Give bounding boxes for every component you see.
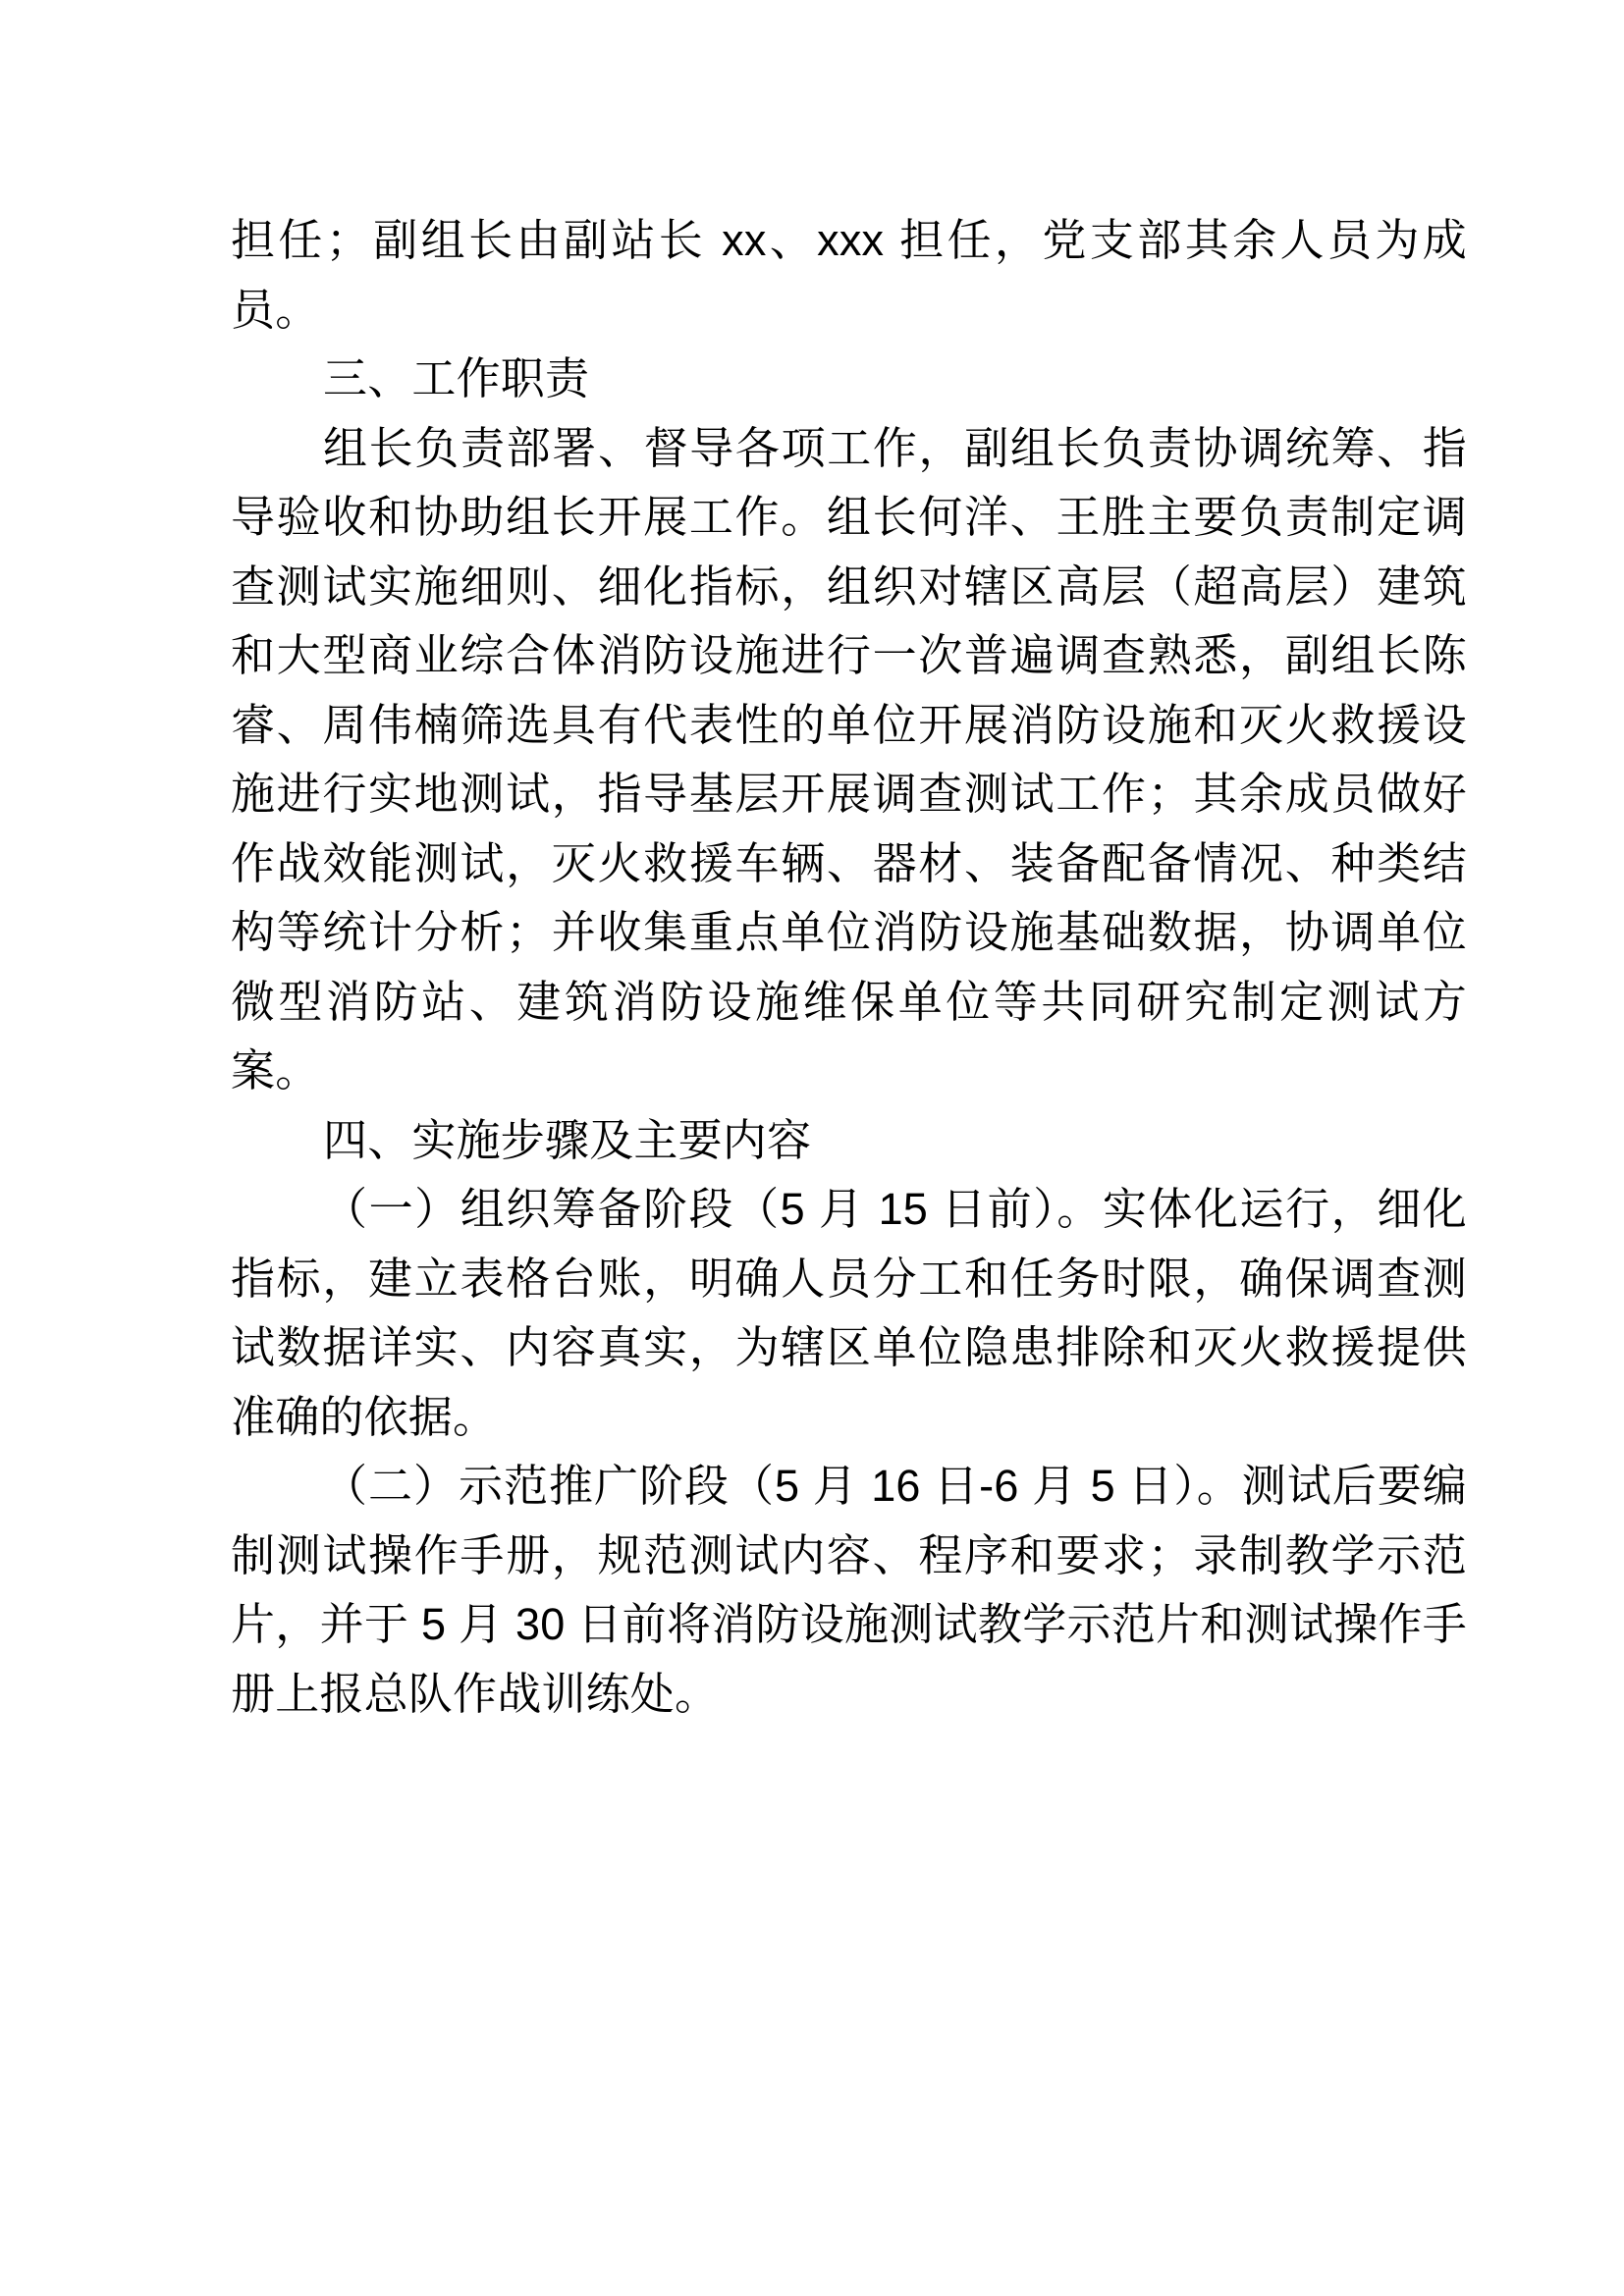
paragraph-step-two: （二）示范推广阶段（5 月 16 日-6 月 5 日）。测试后要编制测试操作手册，规范测试内容、程序和要求；录制教学示范片，并于 5 月 30 日前将消防设施测试教学示范片和测试操作手册上报总队作战训练处。: [231, 1461, 1467, 1719]
document-body: [231, 206, 1467, 1729]
paragraph-duties: 组长负责部署、督导各项工作，副组长负责协调统筹、指导验收和协助组长开展工作。组长何洋、王胜主要负责制定调查测试实施细则、细化指标，组织对辖区高层（超高层）建筑和大型商业综合体消防设施进行一次普遍调查熟悉，副组长陈睿、周伟楠筛选具有代表性的单位开展消防设施和灭火救援设施进行实地测试，指导基层开展调查测试工作；其余成员做好作战效能测试，灭火救援车辆、器材、装备配备情况、种类结构等统计分析；并收集重点单位消防设施基础数据，协调单位微型消防站、建筑消防设施维保单位等共同研究制定测试方案。: [231, 422, 1467, 1095]
paragraph-step-one: （一）组织筹备阶段（5 月 15 日前）。实体化运行，细化指标，建立表格台账，明确人员分工和任务时限，确保调查测试数据详实、内容真实，为辖区单位隐患排除和灭火救援提供准确的依据。: [231, 1184, 1467, 1442]
paragraph-continued-membership: 担任；副组长由副站长 xx、xxx 担任，党支部其余人员为成员。: [231, 215, 1467, 335]
heading-section-three: 三、工作职责: [323, 353, 590, 403]
heading-section-four: 四、实施步骤及主要内容: [323, 1114, 812, 1165]
